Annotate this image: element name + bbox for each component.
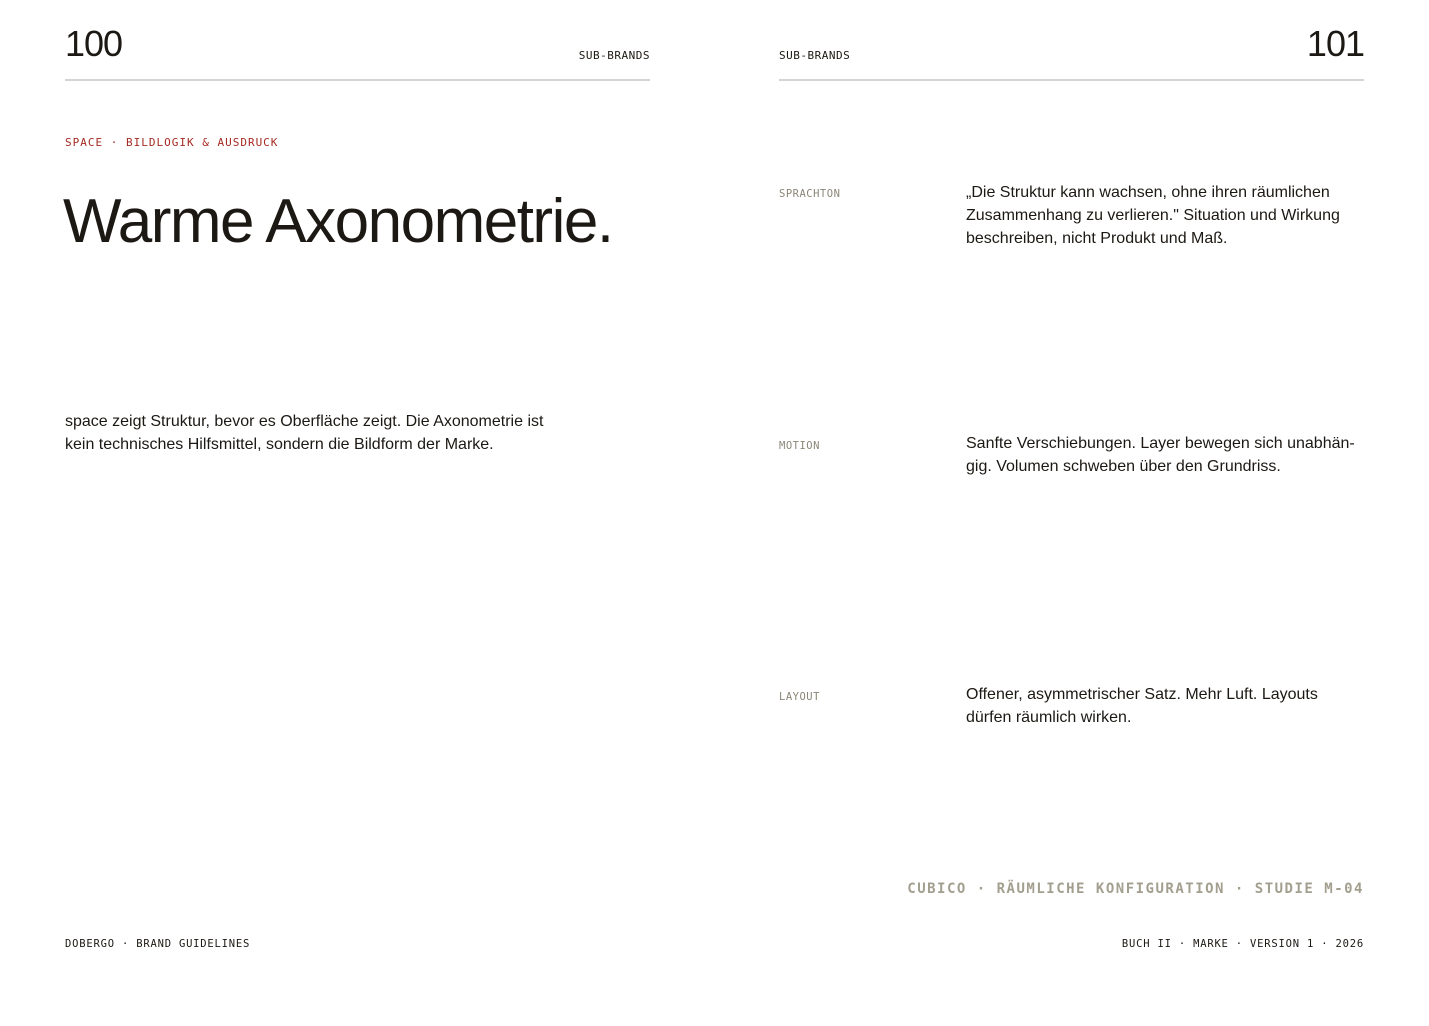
footer-right: BUCH II · MARKE · VERSION 1 · 2026 (1121, 938, 1364, 950)
intro-paragraph (65, 410, 585, 456)
row-text-line: gig. Volumen schweben über den Grundriss. (966, 458, 1281, 475)
row-label: MOTION (779, 440, 820, 452)
row-text-line: dürfen räumlich wirken. (966, 709, 1132, 726)
row-label: LAYOUT (779, 691, 820, 703)
page-number-right: 101 (1306, 23, 1364, 64)
row-text-line: „Die Struktur kann wachsen, ohne ihren räumlichen (966, 184, 1330, 201)
row-text-line: Sanfte Verschiebungen. Layer bewegen sich unabhän- (966, 435, 1355, 452)
footer-left: DOBERGO · BRAND GUIDELINES (65, 938, 251, 950)
row-label: SPRACHTON (779, 188, 841, 200)
header-rule-right (779, 79, 1364, 81)
section-label-right: SUB-BRANDS (779, 49, 851, 62)
row-text-line: Zusammenhang zu verlieren." Situation und Wirkung (966, 207, 1340, 224)
header-rule-left (65, 79, 650, 81)
page-number-left: 100 (65, 23, 123, 64)
section-kicker: SPACE · BILDLOGIK & AUSDRUCK (65, 136, 279, 149)
row-text (966, 181, 1366, 250)
intro-line: kein technisches Hilfsmittel, sondern die Bildform der Marke. (65, 436, 494, 453)
row-text (966, 432, 1366, 478)
row-text-line: beschreiben, nicht Produkt und Maß. (966, 230, 1228, 247)
row-text (966, 683, 1366, 729)
page-title: Warme Axonometrie. (63, 187, 613, 256)
colophon: CUBICO · RÄUMLICHE KONFIGURATION · STUDIE M-04 (907, 881, 1364, 897)
intro-line: space zeigt Struktur, bevor es Oberfläche zeigt. Die Axonometrie ist (65, 413, 544, 430)
row-text-line: Offener, asymmetrischer Satz. Mehr Luft. Layouts (966, 686, 1318, 703)
section-label-left: SUB-BRANDS (578, 49, 650, 62)
